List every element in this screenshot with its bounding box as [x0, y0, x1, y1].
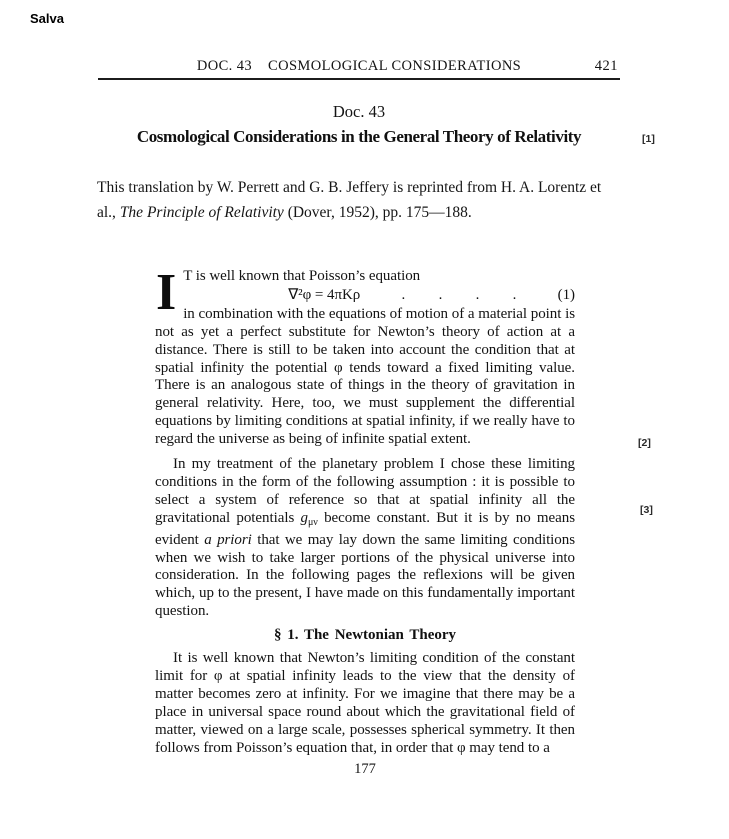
margin-note-2: [2]: [638, 437, 651, 449]
equation-formula: ∇²φ = 4πKρ: [288, 286, 361, 303]
margin-note-1: [1]: [642, 133, 655, 145]
translation-note-line2-post: (Dover, 1952), pp. 175—188.: [283, 203, 472, 221]
running-header-title: COSMOLOGICAL CONSIDERATIONS: [268, 58, 522, 74]
running-header-doc-number: DOC. 43: [196, 58, 252, 74]
save-button[interactable]: Salva: [30, 11, 64, 26]
equation-dot: .: [401, 286, 406, 303]
paragraph-1-lead: T is well known that Poisson’s equation: [183, 268, 421, 284]
section-heading: § 1. The Newtonian Theory: [273, 627, 457, 643]
body-paragraph-2: [155, 456, 575, 621]
paragraph-2-seg1: In my treatment of the planetary problem I chose these limiting conditions in the form of the following assumption : it is possible to select a system of reference so that at spatial infinity all the gravitational potentials: [155, 456, 575, 526]
doc-number-label: Doc. 43: [332, 102, 386, 121]
running-header-page-number: 421: [594, 58, 618, 74]
translation-note-book-title: The Principle of Relativity: [119, 203, 284, 221]
page-title: Cosmological Considerations in the General Theory of Relativity: [136, 127, 582, 146]
body-paragraph-1: [155, 264, 575, 449]
paragraph-2-seg3: that we may lay down the same limiting conditions when we wish to take larger portions of the physical universe into consideration. In the following pages the reflexions will be given which, up to the present, I have made on this fundamentally important question.: [155, 531, 575, 620]
footer-page-number: 177: [354, 761, 376, 777]
metric-tensor-subscript: μν: [307, 516, 318, 528]
a-priori-italic: a priori: [204, 531, 252, 548]
translation-note: [97, 176, 637, 225]
header-rule: [98, 78, 620, 80]
dropcap-initial: I: [156, 264, 177, 321]
translation-note-line1: This translation by W. Perrett and G. B. Jeffery is reprinted from H. A. Lorentz et: [97, 179, 602, 196]
paragraph-1-rest: in combination with the equations of motion of a material point is not as yet a perfect substitute for Newton’s theory of action at a distance. There is still to be taken into account the condition that at spatial infinity the potential φ tends toward a fixed limiting value. There is an analogous state of things in the theory of gravitation in general relativity. Here, too, we must supplement the differential equations by limiting conditions at spatial infinity, if we really have to regard the universe as being of infinite spatial extent.: [155, 305, 575, 448]
equation-number: (1): [557, 286, 575, 303]
translation-note-line2-pre: al.,: [97, 203, 120, 221]
body-paragraph-3: It is well known that Newton’s limiting condition of the constant limit for φ at spatial infinity leads to the view that the density of matter becomes zero at infinity. For we imagine that there may be a place in universal space round about which the gravitational field of matter, viewed on a large scale, possesses spherical symmetry. It then follows from Poisson’s equation that, in order that φ may tend to a: [155, 650, 575, 756]
equation-dot: .: [512, 286, 517, 303]
equation-dot-leaders: [360, 287, 557, 305]
paragraph-2-seg2: become constant. But it is by no means evident: [155, 509, 575, 548]
metric-tensor-symbol: g: [300, 509, 308, 526]
equation-dot: .: [475, 286, 480, 303]
margin-note-3: [3]: [640, 504, 653, 516]
equation-dot: .: [438, 286, 443, 303]
equation-1: [183, 287, 575, 305]
running-header: [98, 58, 620, 75]
